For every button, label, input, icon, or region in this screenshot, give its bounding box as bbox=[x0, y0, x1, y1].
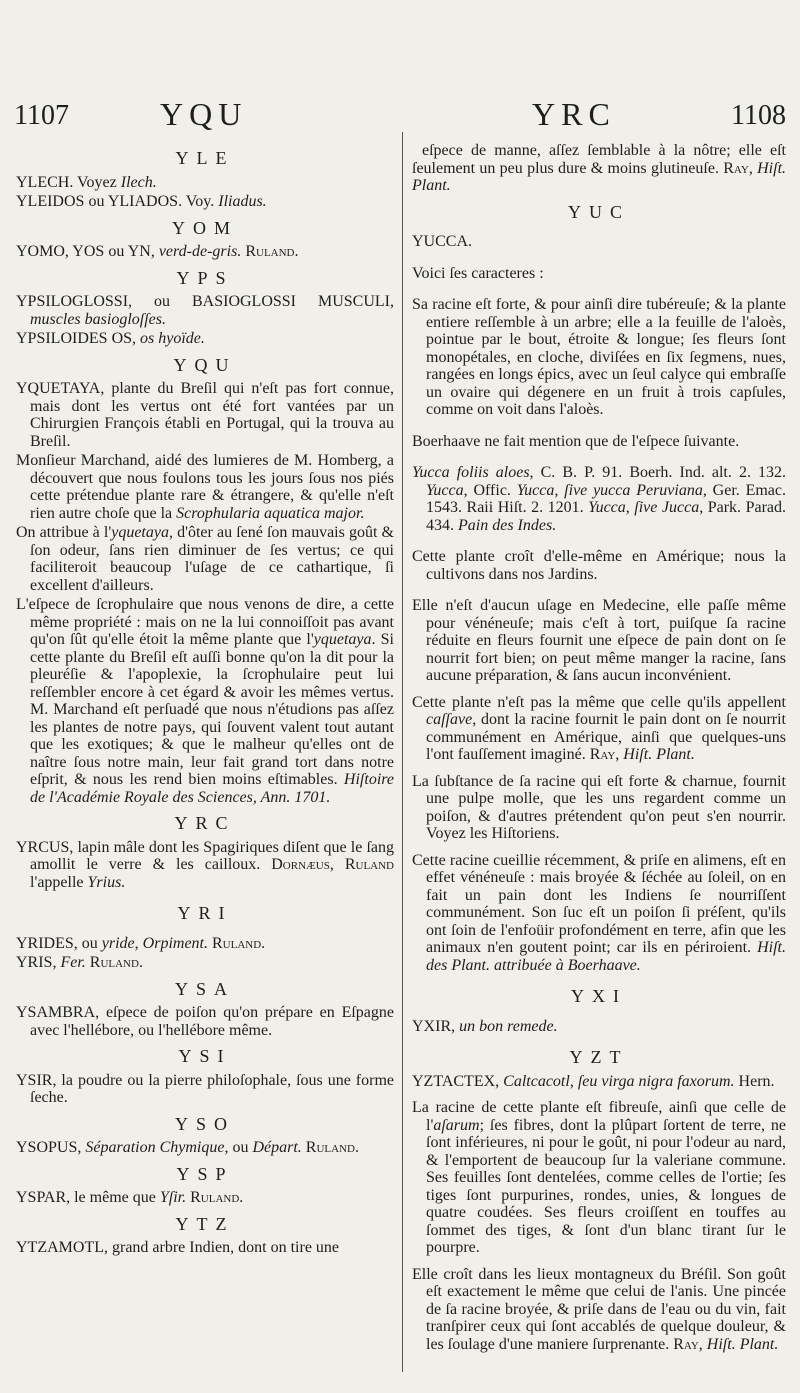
page-header bbox=[0, 96, 800, 136]
entry-ysopus: YSOPUS, Séparation Chymique, ou Départ. Ruland. bbox=[16, 1139, 359, 1156]
paragraph-cueillie: Cette racine cueillie récemment, & priſe en alimens, eſt en effet vénéneuſe : mais broyée & ſéchée au ſoleil, on en fait un pain dont les Indiens ſe nourriſſent communément. Son ſuc eſt un poiſon ſi préſent, qu'ils ont ſoin de l'enfoüir profondément en terre, afin que les animaux n'en goutent point; car ils en périroient. Hiſt. des Plant. attribuée à Boerhaave. bbox=[412, 851, 786, 974]
paragraph-substance: La ſubſtance de ſa racine qui eſt forte & charnue, fournit une pulpe molle, que les uns regardent comme un poiſon, & d'autres prétendent qu'on peut s'en nourrir. Voyez les Hiſtoriens. bbox=[412, 772, 786, 842]
running-head-right: YRC bbox=[532, 96, 616, 132]
paragraph-usage: Elle n'eſt d'aucun uſage en Medecine, elle paſſe même pour vénéneuſe; mais c'eſt à tort, puiſque ſa racine réduite en fleurs fournit une eſpece de pain dont on ſe nourrit fort bien; on peut même manger la racine, ſans aucune préparation, & ſans aucun inconvénient. bbox=[412, 597, 786, 684]
entry-ypsiloides: YPSILOIDES OS, os hyoïde. bbox=[16, 330, 205, 347]
section-heading: YTZ bbox=[175, 1213, 235, 1234]
paragraph-croit: Cette plante croît d'elle-même en Amérique; nous la cultivons dans nos Jardins. bbox=[412, 548, 786, 583]
entry-ytzamotl: YTZAMOTL, grand arbre Indien, dont on tire une bbox=[16, 1239, 340, 1256]
section-heading: YOM bbox=[171, 217, 238, 238]
paragraph-marchand: Monſieur Marchand, aidé des lumieres de M. Homberg, a découvert que nous foulons tous les jours ſous nos piés cette prétendue plante rare & étrangere, & qu'elle n'eſt rien autre choſe que la Scrophularia aquatica major. bbox=[16, 452, 394, 522]
entry-ysambra: YSAMBRA, eſpece de poiſon qu'on prépare en Eſpagne avec l'hellébore, ou l'hellébore même. bbox=[16, 1004, 394, 1039]
paragraph-fibreuse: La racine de cette plante eſt fibreuſe, ainſi que celle de l'aſarum; ſes fibres, dont la plûpart ſortent de terre, ne ſont inférieures, ni pour le goût, ni pour l'odeur au nard, & l'emportent de beaucoup ſur la valeriane commune. Ses feuilles ſont dentelées, comme celles de l'ortie; ſes tiges ſont purpurines, rondes, unies, & longues de quatre coudées. Ses fleurs croiſſent en touffes au ſommet des tiges, & ſont d'un blanc tirant ſur le pourpre. bbox=[412, 1099, 786, 1256]
paragraph-attribue: On attribue à l'yquetaya, d'ôter au ſené ſon mauvais goût & ſon odeur, ſans rien diminuer de ſes vertus; ce qui faciliteroit beaucoup l'uſage de ce cathartique, ſi excellent d'ailleurs. bbox=[16, 524, 394, 594]
entry-yomo: YOMO, YOS ou YN, verd-de-gris. Ruland. bbox=[16, 243, 299, 260]
entry-yrcus: YRCUS, lapin mâle dont les Spagiriques diſent que le ſang amollit le verre & les cailloux. Dornæus, Ruland l'appelle Yrius. bbox=[16, 838, 394, 891]
section-heading: YZT bbox=[569, 1047, 629, 1067]
right-column bbox=[412, 142, 786, 1362]
section-heading: YUC bbox=[567, 201, 630, 222]
paragraph-voici: Voici ſes caracteres : bbox=[412, 264, 544, 282]
left-column bbox=[16, 142, 394, 1266]
running-head-left: YQU bbox=[160, 96, 248, 132]
entry-yris: YRIS, Fer. Ruland. bbox=[16, 954, 143, 971]
entry-ysir: YSIR, la poudre ou la pierre philoſophale, ſous une forme ſeche. bbox=[16, 1071, 394, 1106]
page-number-left: 1107 bbox=[14, 100, 69, 131]
section-heading: YPS bbox=[176, 267, 234, 288]
section-heading: YSI bbox=[178, 1046, 232, 1066]
column-divider bbox=[402, 132, 403, 1372]
section-heading: YSO bbox=[174, 1113, 235, 1134]
paragraph-espece: L'eſpece de ſcrophulaire que nous venons de dire, a cette même propriété : mais on ne la lui connoiſſoit pas avant qu'on ſût qu'elle étoit la même plante que l'yquetaya. Si cette plante du Breſil eſt auſſi bonne qu'on la dit pour la pleuréſie & l'apoplexie, la ſcrophulaire peut lui reſſembler encore à cet égard & avoir les mêmes vertus. M. Marchand eſt perſuadé que nous n'étudions pas aſſez les plantes de notre pays, qui ſouvent valent tout autant que les exotiques; & que le malheur qu'elles ont de naître ſous notre main, leur fait grand tort dans notre eſprit, & nous les rend bien moins eſtimables. Hiſtoire de l'Académie Royale des Sciences, Ann. 1701. bbox=[16, 596, 394, 806]
section-heading: YXI bbox=[571, 986, 627, 1006]
entry-ylech: YLECH. Voyez Ilech. bbox=[16, 173, 157, 191]
page-number-right: 1108 bbox=[731, 100, 786, 131]
entry-yztactex: YZTACTEX, Caltcacotl, ſeu virga nigra faxorum. Hern. bbox=[412, 1072, 775, 1090]
paragraph-continuation: eſpece de manne, aſſez ſemblable à la nôtre; elle eſt ſeulement un peu plus dure & moins glutineuſe. Ray, Hiſt. Plant. bbox=[412, 142, 787, 194]
section-heading: YSA bbox=[174, 978, 235, 999]
paragraph-racine: Sa racine eſt forte, & pour ainſi dire tubéreuſe; & la plante entiere reſſemble à un arbre; elle a la feuille de l'aloès, pointue par le bout, étroite & longue; ſes fleurs ſont monopétales, en cloche, diviſées en ſix ſegmens, nues, rangées en longs épics, avec un ſeul calyce qui embraſſe un ovaire qui dégenere en un fruit à trois capſules, comme on voit dans l'aloès. bbox=[412, 296, 786, 418]
entry-yquetaya: YQUETAYA, plante du Breſil qui n'eſt pas fort connue, mais dont les vertus ont été fort vantées par un Chirurgien François établi en Portugal, qui la trouva au Breſil. bbox=[16, 380, 394, 450]
entry-yrides: YRIDES, ou yride, Orpiment. Ruland. bbox=[16, 934, 266, 952]
section-heading: YRI bbox=[177, 903, 233, 923]
entry-ypsiloglossi: YPSILOGLOSSI, ou BASIOGLOSSI MUSCULI, muscles basiogloſſes. bbox=[16, 293, 394, 328]
paragraph-boerhaave: Boerhaave ne fait mention que de l'eſpece ſuivante. bbox=[412, 432, 740, 450]
entry-yleidos: YLEIDOS ou YLIADOS. Voy. Iliadus. bbox=[16, 193, 267, 210]
paragraph-cassave: Cette plante n'eſt pas la même que celle qu'ils appellent caſſave, dont la racine fournit le pain dont on ſe nourrit communément en Amérique, ainſi que quelques-uns l'ont fauſſement imaginé. Ray, Hiſt. Plant. bbox=[412, 693, 786, 763]
entry-yspar: YSPAR, le même que Yſir. Ruland. bbox=[16, 1189, 244, 1206]
paragraph-montagneux: Elle croît dans les lieux montagneux du Bréſil. Son goût eſt exactement le même que celui de l'anis. Une pincée de ſa racine broyée, & priſe dans de l'eau ou du vin, fait tranſpirer ceux qui ſont accablés de quelque douleur, & les ſoulage d'une maniere ſurprenante. Ray, Hiſt. Plant. bbox=[412, 1265, 786, 1353]
section-heading: YRC bbox=[174, 813, 236, 833]
entry-yucca: YUCCA. bbox=[412, 233, 473, 250]
paragraph-synonyms: Yucca foliis aloes, C. B. P. 91. Boerh. Ind. alt. 2. 132. Yucca, Offic. Yucca, ſive yucca Peruviana, Ger. Emac. 1543. Raii Hiſt. 2. 1201. Yucca, ſive Jucca, Park. Parad. 434. Pain des Indes. bbox=[412, 464, 787, 534]
entry-yxir: YXIR, un bon remede. bbox=[412, 1017, 558, 1035]
section-heading: YQU bbox=[173, 354, 237, 375]
section-heading: YSP bbox=[176, 1163, 234, 1184]
section-heading: YLE bbox=[175, 148, 235, 168]
